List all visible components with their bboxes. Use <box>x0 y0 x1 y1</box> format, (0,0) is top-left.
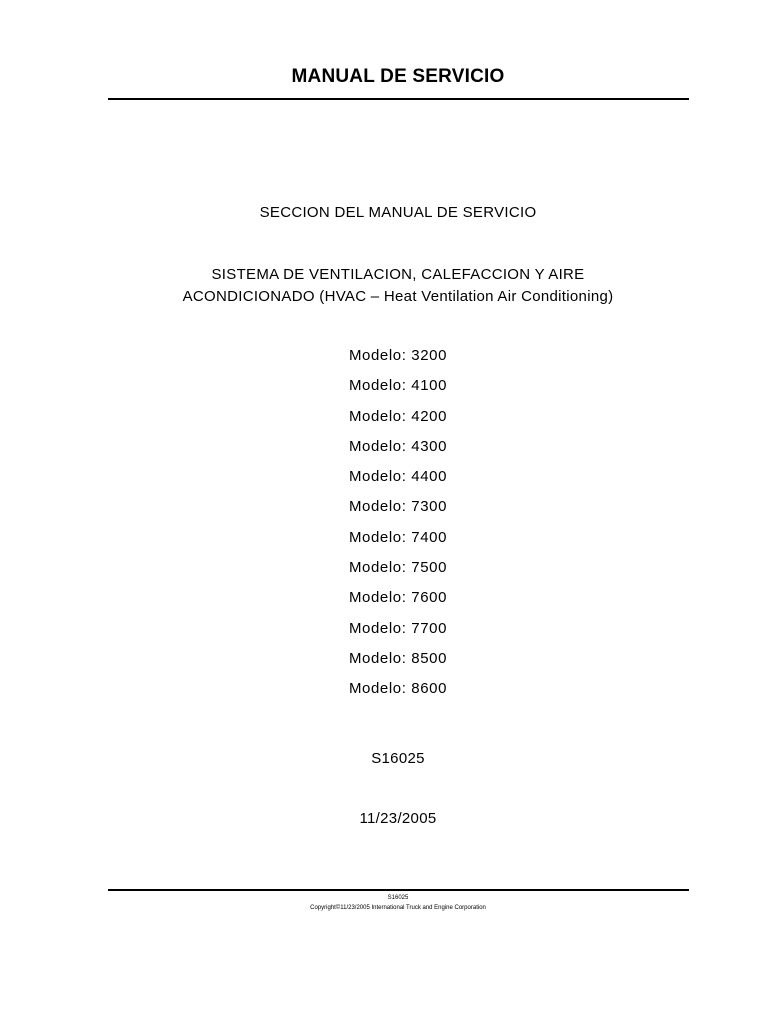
footer-copyright: Copyright©11/23/2005 International Truck and Engine Corporation <box>310 905 486 911</box>
document-date: 11/23/2005 <box>359 810 437 827</box>
model-item: Modelo: 4100 <box>348 377 448 395</box>
model-item: Modelo: 8600 <box>348 680 448 698</box>
model-item: Modelo: 4200 <box>348 407 448 425</box>
model-item: Modelo: 8500 <box>348 649 448 667</box>
page-title: MANUAL DE SERVICIO <box>291 66 505 87</box>
model-list <box>0 345 768 709</box>
system-title-line-2: ACONDICIONADO (HVAC – Heat Ventilation Air Conditioning) <box>182 288 614 305</box>
model-item: Modelo: 4300 <box>348 437 448 455</box>
model-item: Modelo: 7400 <box>348 528 448 546</box>
system-title-line-1: SISTEMA DE VENTILACION, CALEFACCION Y AIRE <box>211 266 585 283</box>
header-rule <box>108 98 689 100</box>
model-item: Modelo: 7300 <box>348 498 448 516</box>
footer-code: S16025 <box>387 895 409 901</box>
section-label: SECCION DEL MANUAL DE SERVICIO <box>259 204 537 221</box>
model-item: Modelo: 7700 <box>348 619 448 637</box>
model-item: Modelo: 7500 <box>348 559 448 577</box>
system-title <box>0 264 768 308</box>
model-item: Modelo: 7600 <box>348 589 448 607</box>
model-item: Modelo: 4400 <box>348 468 448 486</box>
footer-rule <box>108 889 689 891</box>
model-item: Modelo: 3200 <box>348 347 448 364</box>
document-code: S16025 <box>371 750 425 767</box>
